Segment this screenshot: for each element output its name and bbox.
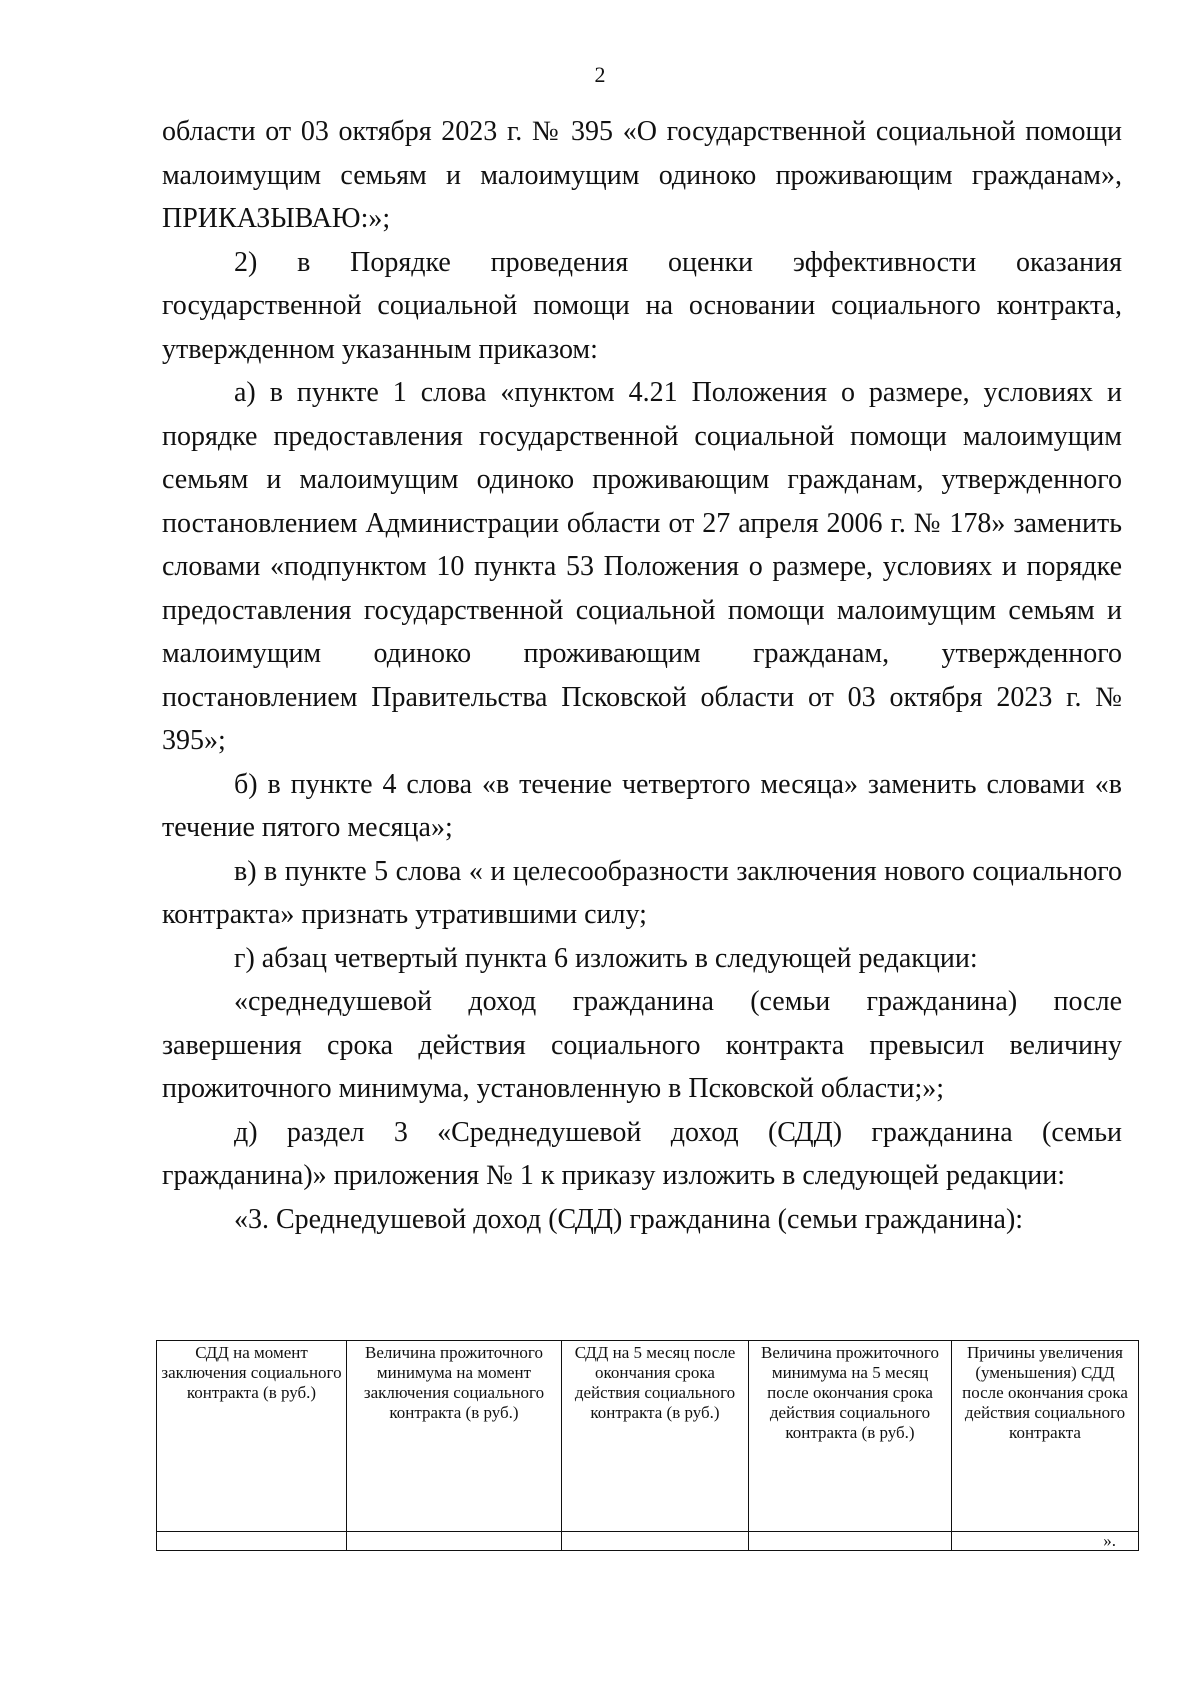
paragraph-item-d: д) раздел 3 «Среднедушевой доход (СДД) гражданина (семьи гражданина)» приложения № 1 к приказу изложить в следующей редакции: [162, 1116, 1122, 1191]
table-header-row [157, 1341, 1139, 1532]
paragraph-item-2: 2) в Порядке проведения оценки эффективности оказания государственной социальной помощи на основании социального контракта, утвержденном указанным приказом: [162, 246, 1122, 365]
table-cell [157, 1532, 347, 1551]
table-cell [562, 1532, 749, 1551]
table-header-cell: Величина прожиточного минимума на 5 месяц после окончания срока действия социального контракта (в руб.) [749, 1341, 952, 1532]
table-header-cell: Причины увеличения (уменьшения) СДД после окончания срока действия социального контракта [952, 1341, 1139, 1532]
document-body [162, 110, 1122, 1241]
table-header-cell: Величина прожиточного минимума на момент заключения социального контракта (в руб.) [347, 1341, 562, 1532]
table-cell [749, 1532, 952, 1551]
table-cell: ». [952, 1532, 1139, 1551]
paragraph-item-b: б) в пункте 4 слова «в течение четвертого месяца» заменить словами «в течение пятого месяца»; [162, 768, 1122, 843]
table-header-cell: СДД на 5 месяц после окончания срока действия социального контракта (в руб.) [562, 1341, 749, 1532]
sdd-table [156, 1340, 1139, 1551]
paragraph-item-v: в) в пункте 5 слова « и целесообразности заключения нового социального контракта» признать утратившими силу; [162, 855, 1122, 930]
table-cell [347, 1532, 562, 1551]
section-title: «3. Среднедушевой доход (СДД) гражданина (семьи гражданина): [234, 1203, 1024, 1235]
paragraph-item-a: а) в пункте 1 слова «пунктом 4.21 Положения о размере, условиях и порядке предоставления государственной социальной помощи малоимущим семьям и малоимущим одиноко проживающим гражданам, утвержденного постановлением Администрации области от 27 апреля 2006 г. № 178» заменить словами «подпунктом 10 пункта 53 Положения о размере, условиях и порядке предоставления государственной социальной помощи малоимущим семьям и малоимущим одиноко проживающим гражданам, утвержденного постановлением Правительства Псковской области от 03 октября 2023 г. № 395»; [162, 377, 1122, 756]
paragraph-continuation: области от 03 октября 2023 г. № 395 «О государственной социальной помощи малоимущим семьям и малоимущим одиноко проживающим гражданам», ПРИКАЗЫВАЮ:»; [162, 116, 1122, 234]
paragraph-quote: «среднедушевой доход гражданина (семьи гражданина) после завершения срока действия социального контракта превысил величину прожиточного минимума, установленную в Псковской области;»; [162, 986, 1122, 1104]
table-row [157, 1532, 1139, 1551]
paragraph-item-g: г) абзац четвертый пункта 6 изложить в следующей редакции: [234, 942, 978, 974]
table-header-cell: СДД на момент заключения социального контракта (в руб.) [157, 1341, 347, 1532]
page-number: 2 [594, 62, 606, 87]
